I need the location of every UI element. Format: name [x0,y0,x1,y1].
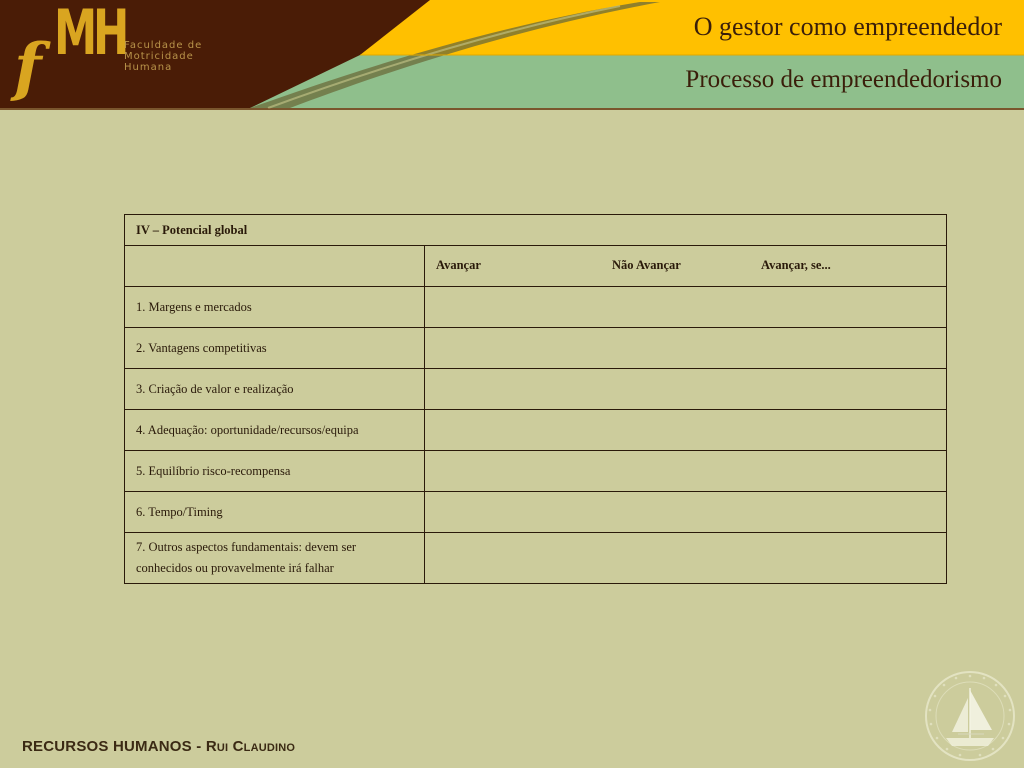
row-label-multiline [125,533,425,584]
row-value-cell [425,533,947,584]
row-value-cell [425,492,947,533]
fmh-logo [8,2,248,106]
row-label: 1. Margens e mercados [125,287,425,328]
row-label-line2: conhecidos ou provavelmente irá falhar [136,561,334,575]
slide-title: O gestor como empreendedor [693,12,1002,41]
column-advance-if: Avançar, se... [761,258,831,272]
logo-mh-letters: MH [54,0,126,69]
table-row [125,287,947,328]
table-row [125,410,947,451]
row-value-cell [425,410,947,451]
row-label: 4. Adequação: oportunidade/recursos/equipa [125,410,425,451]
row-value-cell [425,328,947,369]
slide-subtitle: Processo de empreendedorismo [685,66,1002,93]
table-heading-row [125,215,947,246]
decision-columns-cell [425,246,947,287]
logo-caption [124,40,202,73]
column-no-advance: Não Avançar [612,258,681,272]
footer-author-first: Rui [205,738,229,755]
row-label-line1: 7. Outros aspectos fundamentais: devem ser [136,540,357,554]
potential-table [124,214,947,584]
logo-caption-line1: Faculdade de [124,40,203,51]
row-value-cell [425,369,947,410]
logo-caption-line3: Humana [124,62,173,73]
table-row [125,492,947,533]
row-value-cell [425,287,947,328]
row-value-cell [425,451,947,492]
column-header-row [125,246,947,287]
table-heading: IV – Potencial global [125,215,947,246]
table-row [125,451,947,492]
header-band [0,0,1024,110]
evaluation-table [124,214,947,584]
table-row [125,369,947,410]
logo-caption-line2: Motricidade [124,51,194,62]
footer-author-last: Claudino [232,738,296,755]
logo-f-letter: f [14,30,42,105]
table-row [125,328,947,369]
row-label: 2. Vantagens competitivas [125,328,425,369]
row-label: 3. Criação de valor e realização [125,369,425,410]
university-seal-icon [922,668,1018,764]
footer-course: RECURSOS HUMANOS - [22,738,206,755]
footer-credit [22,738,295,755]
row-label: 6. Tempo/Timing [125,492,425,533]
row-label: 5. Equilíbrio risco-recompensa [125,451,425,492]
column-advance: Avançar [436,258,481,272]
empty-header-cell [125,246,425,287]
table-row [125,533,947,584]
